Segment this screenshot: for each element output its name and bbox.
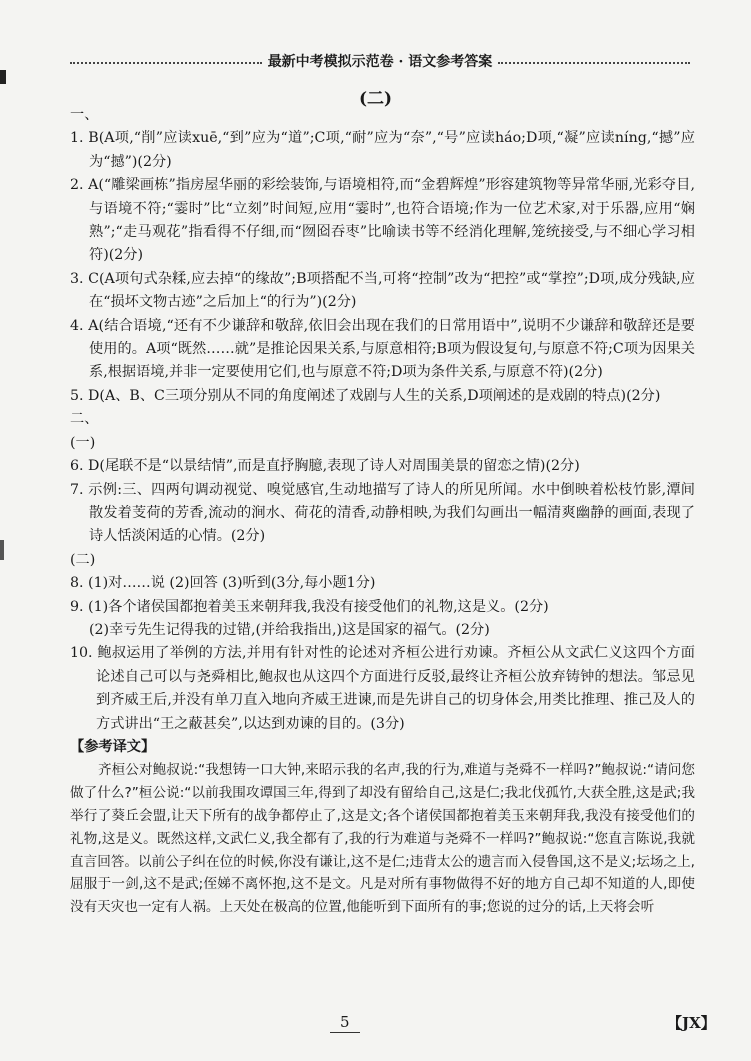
answer-item: 5. D(A、B、C三项分别从不同的角度阐述了戏剧与人生的关系,D项阐述的是戏剧的特点)(2分): [70, 387, 661, 404]
answer-item: 10. 鲍叔运用了举例的方法,并用有针对性的论述对齐桓公进行劝谏。齐桓公从文武仁义这四个方面论述自己可以与尧舜相比,鲍叔也从这四个方面进行反驳,最终让齐桓公放弃铸钟的想法。邹忌见到齐威王后,并没有单刀直入地向齐威王进谏,而是先讲自己的切身体会,用类比推理、推己及人的方式讲出“王之蔽甚矣”,以达到劝谏的目的。(3分): [70, 645, 695, 732]
subpart-label: (一): [70, 434, 96, 451]
reference-title: 【参考译文】: [70, 738, 156, 755]
part-label: 一、: [70, 107, 99, 123]
answer-item: 3. C(A项句式杂糅,应去掉“的缘故”;B项搭配不当,可将“控制”改为“把控”或“掌控”;D项,成分残缺,应在“损坏文物古迹”之后加上“的行为”)(2分): [70, 270, 695, 311]
answer-item: 6. D(尾联不是“以景结情”,而是直抒胸臆,表现了诗人对周围美景的留恋之情)(2分): [70, 458, 580, 475]
page-header: [70, 50, 690, 72]
answer-item: 7. 示例:三、四两句调动视觉、嗅觉感官,生动地描写了诗人的所见所闻。水中倒映着松枝竹影,潭间散发着芰荷的芳香,流动的涧水、荷花的清香,动静相映,为我们勾画出一幅清爽幽静的画面,表现了诗人恬淡闲适的心情。(2分): [70, 481, 695, 545]
section-number: (二): [358, 89, 393, 109]
edition-code: 【JX】: [667, 1014, 716, 1032]
answer-content: [70, 104, 695, 919]
answer-item: 1. B(A项,“削”应读xuē,“到”应为“道”;C项,“耐”应为“奈”,“号”应读háo;D项,“凝”应读níng,“撼”应为“撼”)(2分): [70, 130, 695, 170]
subpart-label: (二): [70, 551, 96, 568]
answer-item: 9. (1)各个诸侯国都抱着美玉来朝拜我,我没有接受他们的礼物,这是义。(2分): [70, 598, 549, 615]
translation-text: 齐桓公对鲍叔说:“我想铸一口大钟,来昭示我的名声,我的行为,难道与尧舜不一样吗?”鲍叔说:“请问您做了什么?”桓公说:“以前我围攻谭国三年,得到了却没有留给自己,这是仁;我北伐孤竹,大获全胜,这是武;我举行了葵丘会盟,让天下所有的战争都停止了,这是文;各个诸侯国都抱着美玉来朝拜我,我没有接受他们的礼物,这是义。既然这样,文武仁义,我全都有了,我的行为难道与尧舜不一样吗?”鲍叔说:“您直言陈说,我就直言回答。以前公子纠在位的时候,你没有谦让,这不是仁;违背太公的遗言而入侵鲁国,这不是义;坛场之上,屈服于一剑,这不是武;侄娣不离怀抱,这不是文。凡是对所有事物做得不好的地方自己却不知道的人,即使没有天灾也一定有人祸。上天处在极高的位置,他能听到下面所有的事;您说的过分的话,上天将会听: [70, 762, 695, 916]
answer-item: 8. (1)对……说 (2)回答 (3)听到(3分,每小题1分): [70, 575, 376, 592]
answer-item: (2)幸亏先生记得我的过错,(并给我指出,)这是国家的福气。(2分): [89, 621, 490, 638]
page-number: 5: [330, 1012, 360, 1033]
header-title: 最新中考模拟示范卷 · 语文参考答案: [267, 54, 493, 70]
binding-mark: [0, 540, 4, 560]
header-dots-right: [498, 62, 690, 64]
header-dots-left: [70, 62, 262, 64]
part-label: 二、: [70, 411, 99, 428]
answer-item: 2. A(“雕梁画栋”指房屋华丽的彩绘装饰,与语境相符,而“金碧辉煌”形容建筑物等异常华丽,光彩夺目,与语境不符;“霎时”比“立刻”时间短,应用“霎时”,也符合语境;作为一位艺术家,对于乐器,应用“娴熟”;“走马观花”指看得不仔细,而“囫囵吞枣”比喻读书等不经消化理解,笼统接受,与不细心学习相符)(2分): [70, 177, 695, 264]
answer-item: 4. A(结合语境,“还有不少谦辞和敬辞,依旧会出现在我们的日常用语中”,说明不少谦辞和敬辞还是要使用的。A项“既然……就”是推论因果关系,与原意相符;B项为假设复句,与原意不符;C项为因果关系,根据语境,并非一定要使用它们,也与原意不符;D项为条件关系,与原意不符)(2分): [70, 317, 695, 381]
binding-mark: [0, 70, 6, 84]
